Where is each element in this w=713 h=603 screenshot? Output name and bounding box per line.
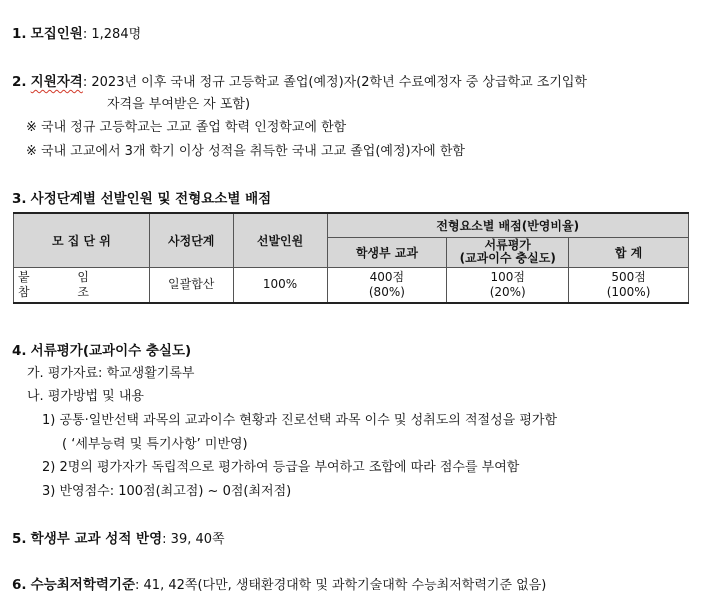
header-count: 선발인원 — [233, 213, 327, 267]
cell-document-ratio: (20%) — [489, 284, 526, 299]
cell-school-ratio: (80%) — [368, 284, 405, 299]
cell-total-ratio: (100%) — [606, 284, 651, 299]
header-document-eval-line1: 서류평가 — [484, 238, 531, 252]
cell-total — [569, 267, 689, 303]
header-group: 전형요소별 배점(반영비율) — [327, 213, 689, 237]
table-row — [14, 267, 689, 303]
section-4-ga: 가. 평가자료: 학교생활기록부 — [27, 366, 195, 381]
section-6-value: 41, 42쪽(다만, 생태환경대학 및 과학기술대학 수능최저학력기준 없음) — [143, 578, 547, 593]
section-3-title: 사정단계별 선발인원 및 전형요소별 배점 — [30, 191, 272, 207]
section-1 — [12, 22, 141, 42]
section-5-title: 학생부 교과 성적 반영 — [30, 531, 163, 547]
section-2-title: 지원자격 — [30, 74, 83, 90]
header-stage: 사정단계 — [149, 213, 233, 267]
section-1-title: 모집인원 — [30, 26, 83, 42]
cell-document-score: 100점 — [490, 269, 525, 284]
section-2-number: 2. — [12, 74, 27, 90]
section-4-title: 서류평가(교과이수 충실도) — [30, 343, 192, 359]
section-4-na: 나. 평가방법 및 내용 — [27, 389, 144, 404]
section-5-colon: : — [162, 532, 167, 547]
section-2-line1: 2023년 이후 국내 정규 고등학교 졸업(예정)자(2학년 수료예정자 중 상급학교 조기입학 — [91, 75, 587, 90]
section-3-number: 3. — [12, 191, 27, 207]
header-school-grade: 학생부 교과 — [327, 237, 447, 267]
section-3 — [12, 187, 271, 207]
section-4-item1: 1) 공통·일반선택 과목의 교과이수 현황과 진로선택 과목 이수 및 성취도의 적절성을 평가함 — [42, 413, 558, 428]
header-total: 합 계 — [569, 237, 689, 267]
section-1-number: 1. — [12, 26, 27, 42]
section-2-line2: 자격을 부여받은 자 포함) — [107, 97, 251, 112]
section-4-item1-note: ( ‘세부능력 및 특기사항’ 미반영) — [62, 437, 248, 452]
cell-count: 100% — [233, 267, 327, 303]
cell-stage: 일괄합산 — [149, 267, 233, 303]
cell-school — [327, 267, 447, 303]
cell-unit-text: 붙 임 참 조 — [18, 269, 111, 299]
section-4 — [12, 339, 191, 359]
header-document-eval-line2: (교과이수 충실도) — [459, 251, 556, 265]
section-2-note2: ※ 국내 고교에서 3개 학기 이상 성적을 취득한 국내 고교 졸업(예정)자에 한함 — [26, 144, 465, 159]
section-5-number: 5. — [12, 531, 27, 547]
header-document-eval — [447, 237, 569, 267]
cell-school-score: 400점 — [369, 269, 405, 284]
section-4-number: 4. — [12, 343, 27, 359]
cell-total-score: 500점 — [611, 269, 646, 284]
section-6-number: 6. — [12, 577, 27, 593]
section-2-note1: ※ 국내 정규 고등학교는 고교 졸업 학력 인정학교에 한함 — [26, 120, 347, 135]
score-table — [13, 212, 689, 304]
section-4-item3: 3) 반영점수: 100점(최고점) ~ 0점(최저점) — [42, 484, 292, 499]
section-6 — [12, 573, 546, 593]
section-6-colon: : — [135, 578, 140, 593]
section-2-colon: : — [82, 75, 88, 90]
section-2 — [12, 70, 587, 90]
cell-unit — [14, 267, 150, 303]
section-6-title: 수능최저학력기준 — [30, 577, 135, 593]
section-1-value: 1,284명 — [91, 27, 142, 42]
section-4-item2: 2) 2명의 평가자가 독립적으로 평가하여 등급을 부여하고 조합에 따라 점수를 부여함 — [42, 460, 520, 475]
header-unit: 모 집 단 위 — [14, 213, 150, 267]
section-5-value: 39, 40쪽 — [170, 532, 225, 547]
section-1-colon: : — [82, 27, 88, 42]
section-5 — [12, 527, 225, 547]
cell-document — [447, 267, 569, 303]
